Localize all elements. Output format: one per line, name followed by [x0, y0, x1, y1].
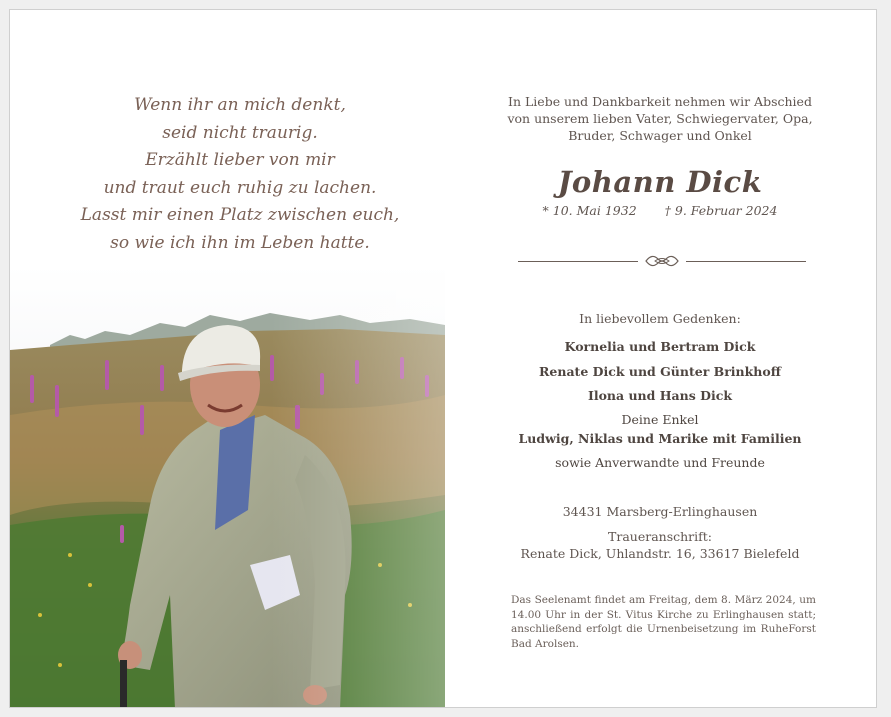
other-mourners: sowie Anverwandte und Freunde: [555, 454, 765, 470]
mourning-address-label: Traueranschrift:: [608, 529, 712, 544]
birth-date: * 10. Mai 1932: [542, 203, 637, 218]
flourish-icon: [642, 250, 682, 272]
poem-line: seid nicht traurig.: [162, 122, 318, 143]
grandchildren-label: Deine Enkel: [621, 411, 699, 427]
deceased-name: Johann Dick: [557, 165, 763, 199]
poem-line: so wie ich ihn im Leben hatte.: [110, 232, 370, 253]
obituary-card: [9, 9, 877, 708]
mourner-family: Ilona und Hans Dick: [588, 388, 732, 403]
poem-line: Wenn ihr an mich denkt,: [134, 95, 346, 115]
mourning-address-value: Renate Dick, Uhlandstr. 16, 33617 Bielefeld: [520, 546, 800, 561]
intro-text: [480, 93, 840, 144]
divider-line: [686, 261, 806, 262]
mourning-address: [480, 528, 840, 562]
life-dates: [480, 203, 840, 218]
location: 34431 Marsberg-Erlinghausen: [562, 504, 758, 519]
mourner-family: Kornelia und Bertram Dick: [564, 339, 756, 354]
poem-line: Lasst mir einen Platz zwischen euch,: [80, 205, 400, 225]
divider-line: [518, 261, 638, 262]
ornamental-divider: [518, 250, 806, 272]
intro-line: von unserem lieben Vater, Schwiegervater, Opa,: [507, 111, 813, 126]
service-info: Das Seelenamt findet am Freitag, dem 8. März 2024, um 14.00 Uhr in der St. Vitus Kirche zu Erlinghausen statt; anschließend erfolgt die Urnenbeisetzung im RuheForst Bad Arolsen.: [511, 594, 816, 650]
intro-line: In Liebe und Dankbarkeit nehmen wir Abschied: [508, 94, 812, 109]
mourners-list: [480, 335, 840, 471]
poem-line: Erzählt lieber von mir: [145, 150, 335, 170]
mourner-family: Renate Dick und Günter Brinkhoff: [539, 363, 781, 379]
intro-line: Bruder, Schwager und Onkel: [568, 128, 752, 143]
poem: [70, 92, 410, 257]
grandchildren-names: Ludwig, Niklas und Marike mit Familien: [518, 430, 802, 446]
portrait-photo: [10, 265, 445, 708]
death-date: † 9. Februar 2024: [664, 203, 778, 218]
memory-heading: In liebevollem Gedenken:: [579, 311, 741, 326]
poem-line: und traut euch ruhig zu lachen.: [103, 177, 377, 198]
